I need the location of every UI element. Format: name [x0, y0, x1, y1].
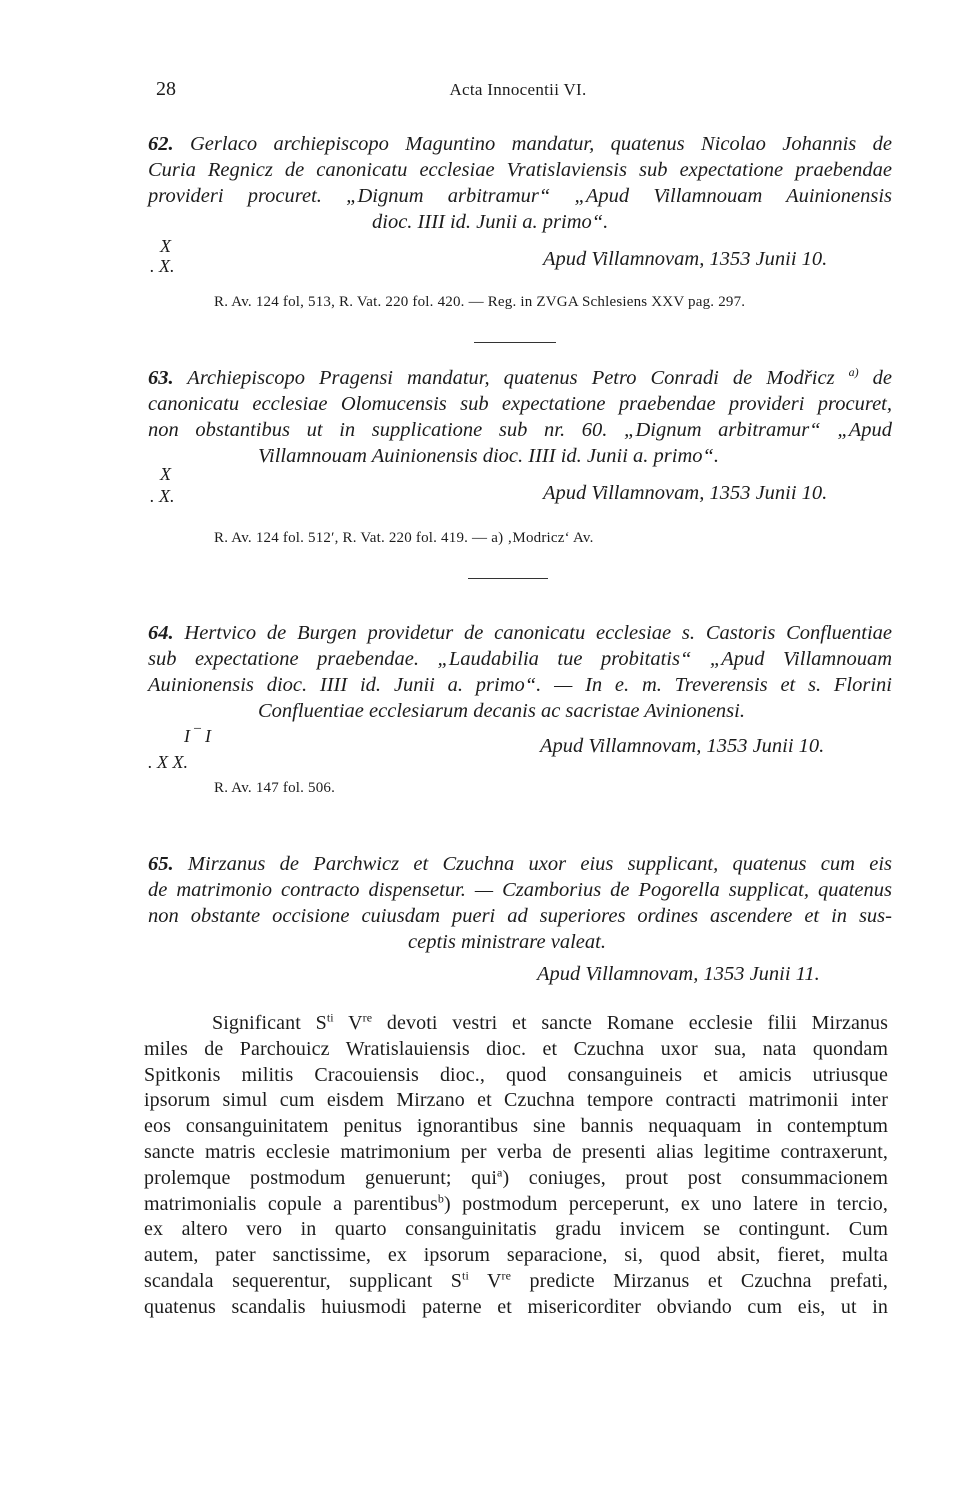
entry-line: non obstantibus ut in supplicatione sub nr. 60. „Dignum arbitramur“ „Apud	[148, 419, 892, 441]
source-reference: R. Av. 124 fol, 513, R. Vat. 220 fol. 420. — Reg. in ZVGA Schlesiens XXV pag. 297.	[214, 294, 746, 310]
chancery-mark-bottom: . X.	[150, 256, 175, 276]
chancery-mark-bottom: . X X.	[148, 752, 188, 772]
entry-number: 63.	[148, 367, 174, 389]
footnote-mark: a)	[848, 365, 859, 380]
place-date: Apud Villamnovam, 1353 Junii 10.	[543, 482, 828, 504]
place-date: Apud Villamnovam, 1353 Junii 10.	[543, 248, 828, 270]
entry-line: canonicatu ecclesiae Olomucensis sub expectatione praebendae provideri procuret,	[148, 393, 892, 415]
source-reference: R. Av. 147 fol. 506.	[214, 780, 336, 796]
running-title: Acta Innocentii VI.	[449, 80, 587, 99]
chancery-mark-top: I ‾ I	[184, 726, 211, 746]
entry-line: de matrimonio contracto dispensetur. — Czamborius de Pogorella supplicat, quatenus	[148, 879, 892, 901]
entry-line: provideri procuret. „Dignum arbitramur“ „Apud Villamnouam Auinionensis	[148, 185, 892, 207]
entry-line: Confluentiae ecclesiarum decanis ac sacristae Avinionensi.	[258, 700, 745, 722]
separator-rule	[468, 578, 548, 579]
body-line: Spitkonis militis Cracouiensis dioc., quod consanguineis et amicis utriusque	[144, 1063, 888, 1086]
entry-line: 64. Hertvico de Burgen providetur de canonicatu ecclesiae s. Castoris Confluentiae	[148, 622, 893, 644]
entry-line: non obstante occisione cuiusdam pueri ad superiores ordines ascendere et in sus-	[148, 905, 892, 927]
body-line: miles de Parchouicz Wratislauiensis dioc. et Czuchna uxor sua, nata quondam	[144, 1037, 888, 1060]
body-line: ipsorum simul cum eisdem Mirzano et Czuchna tempore contracti matrimonii inter	[144, 1089, 888, 1112]
entry-line: 63. Archiepiscopo Pragensi mandatur, quatenus Petro Conradi de Modřicz $^{a)}$ de	[148, 365, 893, 389]
entry-number: 65.	[148, 853, 174, 875]
separator-rule	[474, 342, 556, 343]
body-line: scandala sequerentur, supplicant $S^{ti}$ Vre predicte Mirzanus et Czuchna prefati,	[144, 1268, 888, 1292]
chancery-mark-top: X	[160, 236, 171, 256]
body-line: quatenus scandalis huiusmodi paterne et misericorditer obviando cum eis, ut in	[144, 1295, 888, 1318]
entry-62	[148, 131, 892, 235]
body-line: prolemque postmodum genuerunt; qui$^a$) coniuges, prout post consummacionem	[144, 1165, 889, 1189]
page-number: 28	[156, 78, 176, 100]
body-line: sancte matris ecclesie matrimonium per verba de presenti alias legitime contraxerunt,	[144, 1140, 888, 1163]
place-date: Apud Villamnovam, 1353 Junii 11.	[537, 963, 820, 985]
entry-65	[148, 851, 892, 955]
place-date: Apud Villamnovam, 1353 Junii 10.	[540, 735, 825, 757]
chancery-mark-bottom: . X.	[150, 486, 175, 506]
entry-line: 65. Mirzanus de Parchwicz et Czuchna uxor eius supplicant, quatenus cum eis	[148, 853, 893, 875]
chancery-mark-top: X	[160, 464, 171, 484]
entry-64	[148, 620, 892, 724]
entry-line: ceptis ministrare valeat.	[408, 931, 606, 953]
entry-line: Curia Regnicz de canonicatu ecclesiae Vratislaviensis sub expectatione praebendae	[148, 159, 892, 181]
entry-line: 62. Gerlaco archiepiscopo Maguntino mandatur, quatenus Nicolao Johannis de	[148, 133, 892, 155]
body-line: ex altero vero in quarto consanguinitatis gradu invicem se contingunt. Cum	[144, 1218, 888, 1241]
entry-line: Villamnouam Auinionensis dioc. IIII id. Junii a. primo“.	[258, 445, 720, 467]
document-body-text	[144, 1011, 888, 1321]
entry-line: Auinionensis dioc. IIII id. Junii a. primo“. — In e. m. Treverensis et s. Florini	[148, 674, 892, 696]
entry-number: 64.	[148, 622, 174, 644]
body-line: matrimonialis copule a parentibus$^b$) postmodum perceperunt, ex uno latere in tercio,	[144, 1190, 888, 1215]
entry-line: dioc. IIII id. Junii a. primo“.	[372, 211, 609, 233]
entry-number: 62.	[148, 133, 174, 155]
entry-line: sub expectatione praebendae. „Laudabilia tue probitatis“ „Apud Villamnouam	[148, 648, 892, 670]
entry-63	[148, 365, 892, 469]
body-line: eos consanguinitatem penitus ignorantibus sine bannis nequaquam in contemptum	[144, 1115, 888, 1138]
page-header	[148, 78, 888, 106]
source-reference: R. Av. 124 fol. 512′, R. Vat. 220 fol. 419. — a) ‚Modricz‘ Av.	[214, 530, 594, 546]
body-line: autem, pater sanctissime, ex ipsorum separacione, si, quod absit, fieret, multa	[144, 1244, 888, 1267]
body-line: Significant $S^{ti}$ Vre devoti vestri et sancte Romane ecclesie filii Mirzanus	[212, 1010, 889, 1034]
